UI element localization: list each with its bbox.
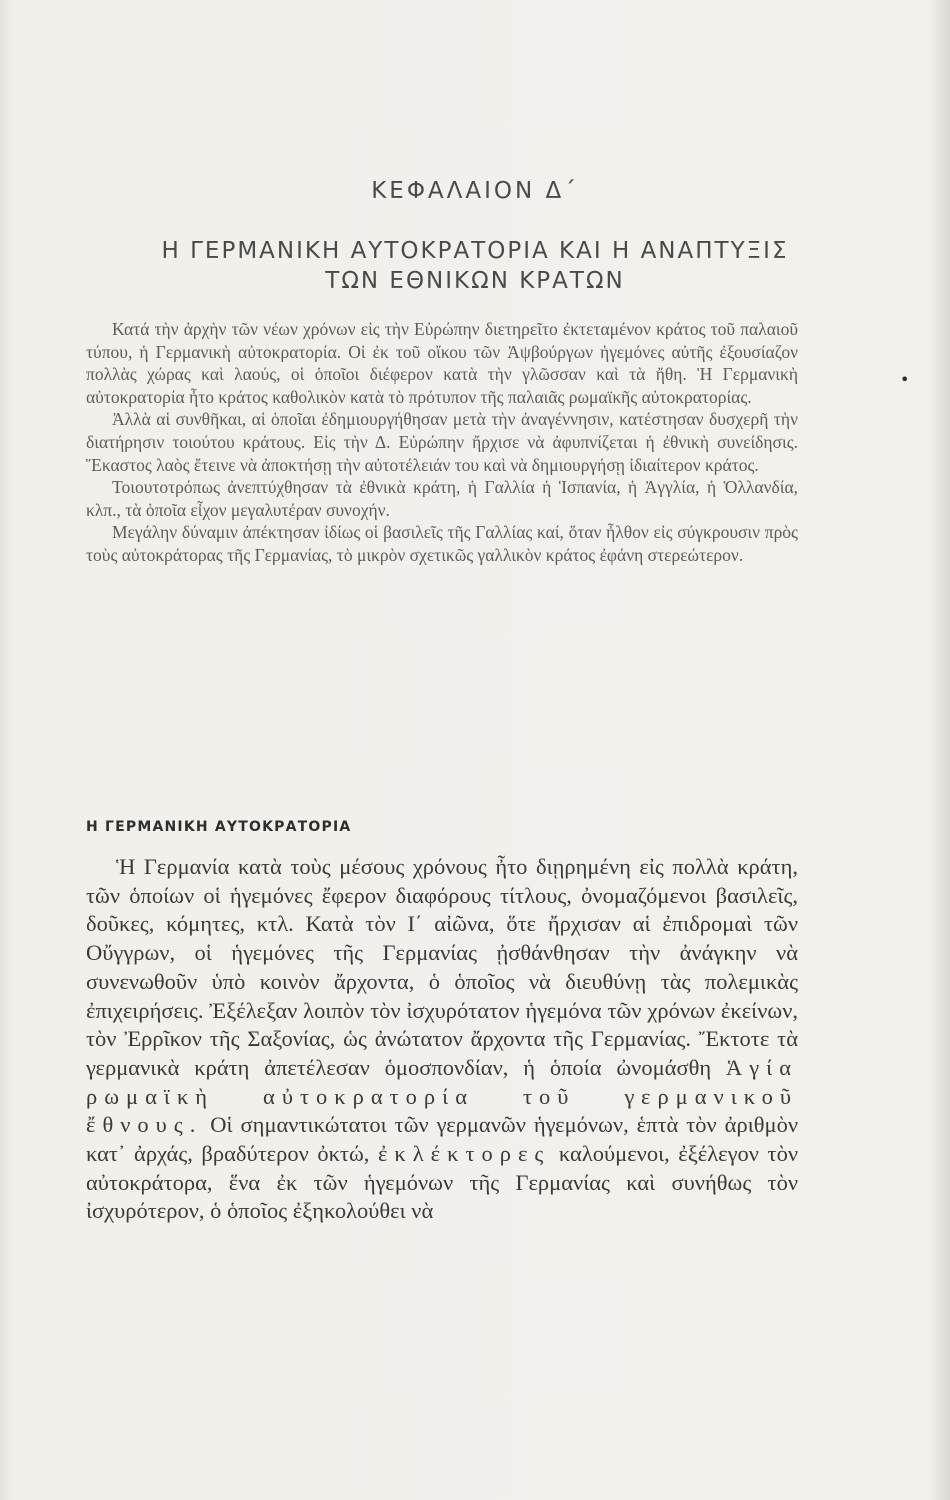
intro-paragraph: Μεγάλην δύναμιν ἀπέκτησαν ἰδίως οἱ βασιλεῖς τῆς Γαλλίας καί, ὅταν ἦλθον εἰς σύγκρουσιν πρὸς τοὺς αὐτοκράτορας τῆς Γερμανίας, τὸ μικρὸν σχετικῶς γαλλικὸν κράτος ἐφάνη στερεώτερον. (86, 522, 798, 565)
intro-paragraph: Τοιουτοτρόπως ἀνεπτύχθησαν τὰ ἐθνικὰ κράτη, ἡ Γαλλία ἡ Ἱσπανία, ἡ Ἀγγλία, ἡ Ὁλλανδία, κλπ., τὰ ὁποῖα εἶχον μεγαλυτέραν συνοχήν. (86, 477, 798, 520)
body-text-part-3: καλούμενοι, ἐξέλεγον τὸν αὐτοκράτορα, ἕνα ἐκ τῶν ἡγεμόνων τῆς Γερμανίας καὶ συνήθως τὸν ἰσχυρότερον, ὁ ὁποῖος ἐξηκολούθει νὰ (86, 1141, 798, 1224)
intro-paragraph: Κατά τὴν ἀρχὴν τῶν νέων χρόνων εἰς τὴν Εὐρώπην διετηρεῖτο ἐκτεταμένον κράτος τοῦ παλαιοῦ τύπου, ἡ Γερμανικὴ αὐτοκρατορία. Οἱ ἐκ τοῦ οἴκου τῶν Ἀψβούργων ἡγεμόνες αὐτῆς ἐξουσίαζον πολλὰς χώρας καὶ λαούς, οἱ ὁποῖοι διέφερον κατὰ τὴν γλῶσσαν καὶ τὰ ἤθη. Ἡ Γερμανικὴ αὐτοκρατορία ἦτο κράτος καθολικὸν κατὰ τὸ πρότυπον τῆς παλαιᾶς ρωμαϊκῆς αὐτοκρατορίας. (86, 319, 798, 407)
emphasized-term-electors: ἐκλέκτορες (377, 1141, 551, 1167)
emphasized-term-holy-roman-empire: Ἁγία ρωμαϊκὴ αὐτοκρατορία τοῦ γερμανικοῦ ἔθνους. (86, 1054, 799, 1138)
section-heading: Η ΓΕΡΜΑΝΙΚΗ ΑΥΤΟΚΡΑΤΟΡΙΑ (86, 819, 352, 835)
chapter-title-line-2: ΤΩΝ ΕΘΝΙΚΩΝ ΚΡΑΤΩΝ (325, 268, 625, 294)
body-text-part-1: Ἡ Γερμανία κατὰ τοὺς μέσους χρόνους ἦτο διῃρημένη εἰς πολλὰ κράτη, τῶν ὁποίων οἱ ἡγεμόνες ἔφερον διαφόρους τίτλους, ὀνομαζόμενοι βασιλεῖς, δοῦκες, κόμητες, κτλ. Κατὰ τὸν Ι΄ αἰῶνα, ὅτε ἤρχισαν αἱ ἐπιδρομαὶ τῶν Οὔγγρων, οἱ ἡγεμόνες τῆς Γερμανίας ᾐσθάνθησαν τὴν ἀνάγκην νὰ συνενωθοῦν ὑπὸ κοινὸν ἄρχοντα, ὁ ὁποῖος νὰ διευθύνῃ τὰς πολεμικὰς ἐπιχειρήσεις. Ἐξέλεξαν λοιπὸν τὸν ἰσχυρότατον ἡγεμόνα τῶν χρόνων ἐκείνων, τὸν Ἐρρῖκον τῆς Σαξονίας, ὡς ἀνώτατον ἄρχοντα τῆς Γερμανίας. Ἔκτοτε τὰ γερμανικὰ κράτη ἀπετέλεσαν ὁμοσπονδίαν, ἡ ὁποία ὠνομάσθη (86, 854, 798, 1080)
chapter-title-line-1: Η ΓΕΡΜΑΝΙΚΗ ΑΥΤΟΚΡΑΤΟΡΙΑ ΚΑΙ Η ΑΝΑΠΤΥΞΙΣ (161, 238, 789, 264)
body-paragraph (86, 853, 798, 1226)
body-text-part-2: Οἱ σημαντικώτατοι τῶν γερμανῶν ἡγεμόνων, ἑπτὰ τὸν ἀριθμὸν κατ᾽ ἀρχάς, βραδύτερον ὀκτώ, (86, 1112, 799, 1167)
intro-paragraph: Ἀλλὰ αἱ συνθῆκαι, αἱ ὁποῖαι ἐδημιουργήθησαν μετὰ τὴν ἀναγέννησιν, κατέστησαν δυσχερῆ τὴν διατήρησιν τοιούτου κράτους. Εἰς τὴν Δ. Εὐρώπην ἤρχισε νὰ ἀφυπνίζεται ἡ ἐθνικὴ συνείδησις. Ἕκαστος λαὸς ἔτεινε νὰ ἀποκτήσῃ τὴν αὐτοτέλειάν του καὶ νὰ δημιουργήσῃ ἰδιαίτερον κράτος. (86, 409, 798, 475)
page-edge-shadow (928, 0, 950, 1500)
section-body (86, 853, 798, 1226)
margin-mark-icon: • (900, 370, 910, 389)
chapter-title (80, 236, 870, 296)
chapter-label: ΚΕΦΑΛΑΙΟΝ Δ΄ (371, 178, 579, 204)
intro-text (86, 318, 798, 567)
